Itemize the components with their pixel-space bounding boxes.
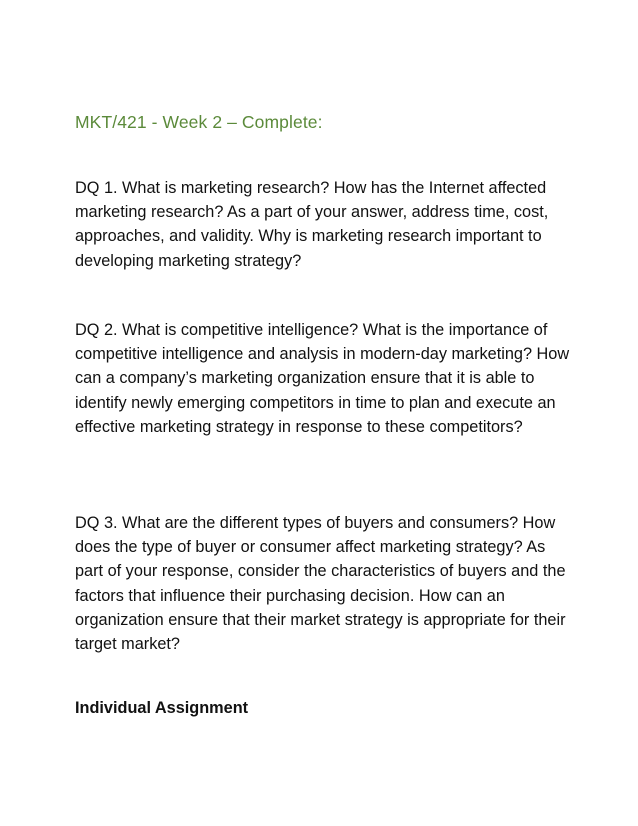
discussion-question-1: DQ 1. What is marketing research? How has the Internet affected marketing research? As a part of your answer, address time, cost, approaches, and validity. Why is marketing research important to developing marketing strategy? [75,179,549,270]
discussion-question-3: DQ 3. What are the different types of buyers and consumers? How does the type of buyer or consumer affect marketing strategy? As part of your response, consider the characteristics of buyers and the factors that influence their purchasing decision. How can an organization ensure that their market strategy is appropriate for their target market? [75,514,566,654]
discussion-question-2: DQ 2. What is competitive intelligence? What is the importance of competitive intelligence and analysis in modern-day marketing? How can a company’s marketing organization ensure that it is able to identify newly emerging competitors in time to plan and execute an effective marketing strategy in response to these competitors? [75,321,570,436]
section-heading: Individual Assignment [75,699,249,717]
document-title: MKT/421 - Week 2 – Complete: [75,112,323,132]
